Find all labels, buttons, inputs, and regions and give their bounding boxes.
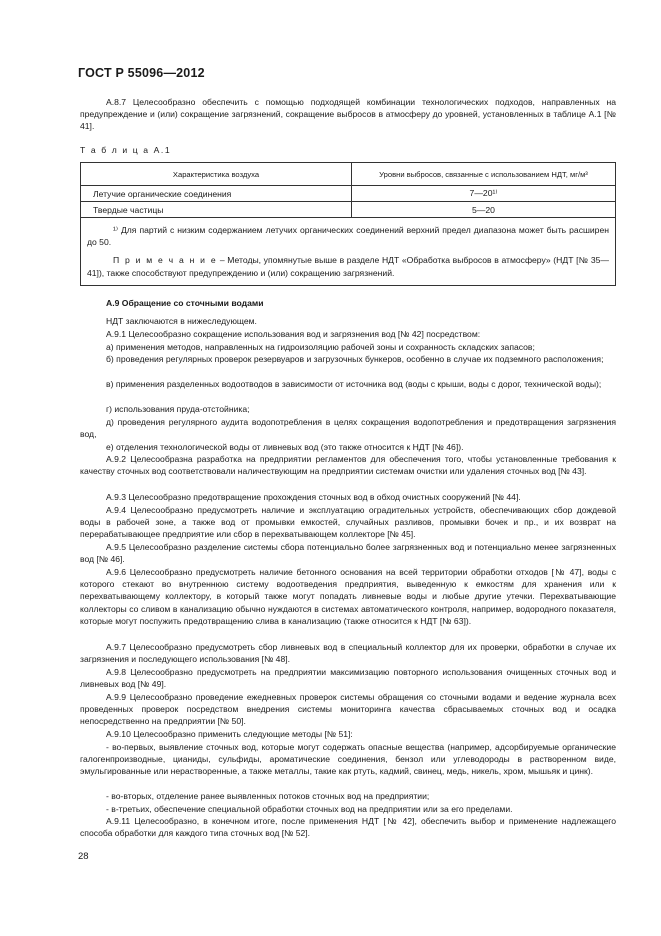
paragraph-a92: А.9.2 Целесообразна разработка на предприятии регламентов для обеспечения того, чтобы установленные требования к качеству сточных вод соответствовали наличествующим на предприятии системам очистки или удаления сточных вод [№ 43]. [80, 454, 616, 477]
paragraph-a95: А.9.5 Целесообразно разделение системы сбора потенциально более загрязненных вод и потенциально менее загрязненных вод [№ 46]. [80, 542, 616, 565]
table-note [87, 254, 609, 278]
table-header-col2: Уровни выбросов, связанные с использованием НДТ, мг/м³ [352, 163, 616, 186]
list-item-e: е) отделения технологической воды от ливневых вод (это также относится к НДТ [№ 46]). [106, 442, 464, 452]
list-item-v: в) применения разделенных водоотводов в зависимости от источника вод (воды с крыши, воды с дорог, технической воды); [106, 379, 602, 389]
paragraph-a96: А.9.6 Целесообразно предусмотреть наличие бетонного основания на всей территории обработки отходов [№ 47], воды с которого стекают во внутреннюю систему водоотведения предприятия, выведенную к емкостям для хранения или к перехватывающему коллектору, в который также могут попадать ливневые воды и любые другие утечки. Перехватывающие коллекторы со сливом в канализацию обычно нуждаются в системах автоматического контроля, например, водородного показателя, которые могут поспужить предотвращению слива в канализацию (также относится к НДТ [№ 63]). [80, 567, 616, 626]
list-item-b: б) проведения регулярных проверок резервуаров и загрузочных бункеров, особенно в случае их подземного расположения; [106, 354, 604, 364]
paragraph-a99: А.9.9 Целесообразно проведение ежедневных проверок системы обращения со сточными водами и ведение журнала всех проведенных проверок посредством внедрения системы мониторинга качества сбрасываемых сточных вод и осадка непосредственно на предприятии [№ 50]. [80, 692, 616, 727]
section-title: А.9 Обращение со сточными водами [106, 298, 264, 308]
emissions-table [80, 162, 616, 286]
table-cell-name: Летучие органические соединения [81, 186, 352, 202]
page-header: ГОСТ Р 55096—2012 [78, 66, 205, 80]
table-note-cell [81, 218, 616, 286]
dash-item-2: - во-вторых, отделение ранее выявленных потоков сточных вод на предприятии; [106, 791, 430, 801]
dash-item-3: - в-третьих, обеспечение специальной обработки сточных вод на предприятии или за его пределами. [106, 804, 513, 814]
table-footnote: ¹⁾ Для партий с низким содержанием летучих органических соединений верхний предел диапазона может быть расширен до 50. [87, 225, 609, 248]
table-row [81, 202, 616, 218]
paragraph-intro: НДТ заключаются в нижеследующем. [106, 316, 257, 326]
paragraph-a93: А.9.3 Целесообразно предотвращение прохождения сточных вод в обход очистных сооружений [№ 44]. [106, 492, 521, 502]
paragraph-a91: А.9.1 Целесообразно сокращение использования вод и загрязнения вод [№ 42] посредством: [106, 329, 481, 339]
dash-item-1: - во-первых, выявление сточных вод, которые могут содержать опасные вещества (например, адсорбируемые органические галогенпроизводные, цианиды, сульфиды, ароматические соединения, бензол или углеводороды в растворенном виде, эмульгированные или нерастворенные, а также металлы, такие как ртуть, кадмий, свинец, медь, никель, хром, мышьяк и цинк). [80, 742, 616, 777]
table-cell-value: 5—20 [352, 202, 616, 218]
list-item-d: д) проведения регулярного аудита водопотребления в целях сокращения водопотребления и предотвращения загрязнения вод, [80, 417, 616, 440]
paragraph-a98: А.9.8 Целесообразно предусмотреть на предприятии максимизацию повторного использования очищенных сточных вод и ливневых вод [№ 49]. [80, 667, 616, 690]
paragraph-a910: А.9.10 Целесообразно применить следующие методы [№ 51]: [106, 729, 353, 739]
paragraph-a87: А.8.7 Целесообразно обеспечить с помощью подходящей комбинации технологических подходов, направленных на предупреждение и (или) сокращение загрязнений, сокращение выбросов в атмосферу до уровней, установленных в таблице А.1 [№ 41]. [80, 97, 616, 132]
list-item-a: а) применения методов, направленных на гидроизоляцию рабочей зоны и сохранность складских запасов; [106, 342, 535, 352]
table-caption: Т а б л и ц а А.1 [80, 145, 172, 155]
table-cell-name: Твердые частицы [81, 202, 352, 218]
list-item-g: г) использования пруда-отстойника; [106, 404, 250, 414]
paragraph-a94: А.9.4 Целесообразно предусмотреть наличие и эксплуатацию оградительных устройств, обеспечивающих сбор дождевой воды в рабочей зоне, а также вод от промывки емкостей, случайных разливов, промывки бочек и пр., и их возврат на перерабатывающее предприятие или сбор в перехватывающем коллекторе [№ 45]. [80, 505, 616, 540]
paragraph-a97: А.9.7 Целесообразно предусмотреть сбор ливневых вод в специальный коллектор для их проверки, обработки в случае их загрязнения и последующего использования [№ 48]. [80, 642, 616, 665]
paragraph-a911: А.9.11 Целесообразно, в конечном итоге, после применения НДТ [№ 42], обеспечить выбор и применение надлежащего способа обработки для каждого типа сточных вод [№ 52]. [80, 816, 616, 839]
note-prefix: П р и м е ч а н и е [113, 255, 218, 266]
page-number: 28 [78, 851, 89, 862]
table-cell-value: 7—20¹⁾ [352, 186, 616, 202]
table-note-row [81, 218, 616, 286]
table-header-col1: Характеристика воздуха [81, 163, 352, 186]
table-header-row [81, 163, 616, 186]
table-row [81, 186, 616, 202]
note-text: – Методы, упомянутые выше в разделе НДТ «Обработка выбросов в атмосферу» (НДТ [№ 35—41]), также способствуют предупреждению и (или) сокращению загрязнений. [87, 255, 609, 278]
